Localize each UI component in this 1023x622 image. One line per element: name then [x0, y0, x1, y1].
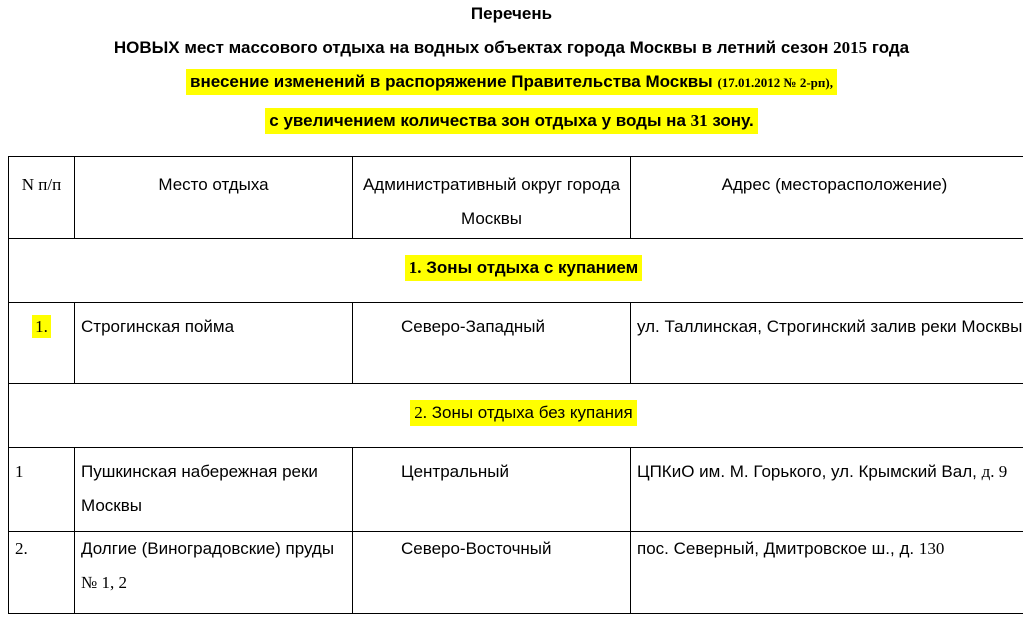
subtitle-suffix: года: [867, 38, 910, 57]
section-number: 2.: [414, 403, 427, 422]
row-address-cell: [631, 532, 1023, 614]
row-address-house: 130: [918, 539, 945, 558]
section-title: Зоны отдыха без купания: [431, 403, 633, 422]
row-num: 2.: [9, 532, 75, 614]
section-number: 1.: [408, 258, 422, 277]
amendment-ref: (17.01.2012 № 2-рп),: [717, 75, 833, 90]
row-place: Строгинская пойма: [75, 303, 353, 384]
section-cell: [9, 239, 1023, 303]
row-address: ул. Таллинская, Строгинский залив реки Москвы: [631, 303, 1023, 384]
increase-prefix: с увеличением количества зон отдыха у воды на: [269, 111, 691, 130]
table-row: [9, 448, 1023, 532]
row-place: Пушкинская набережная реки Москвы: [75, 448, 353, 532]
row-place-numbers: № 1, 2: [81, 573, 127, 592]
increase-suffix: зону.: [707, 111, 754, 130]
row-num: 1.: [32, 315, 51, 338]
header-place: Место отдыха: [75, 157, 353, 239]
table-row: [9, 303, 1023, 384]
amendment-text: внесение изменений в распоряжение Правительства Москвы: [190, 72, 713, 91]
amendment-line: [0, 72, 1023, 92]
table-header-row: [9, 157, 1023, 239]
section-title: Зоны отдыха с купанием: [426, 258, 639, 277]
section-row-swimming: [9, 239, 1023, 303]
increase-highlight: [265, 108, 757, 134]
header-num: N п/п: [9, 157, 75, 239]
row-place: Долгие (Виноградовские) пруды: [81, 539, 335, 558]
recreation-zones-table: [8, 156, 1023, 614]
row-district: Северо-Западный: [353, 303, 631, 384]
section-row-no-swimming: [9, 384, 1023, 448]
table-row: [9, 532, 1023, 614]
row-district: Центральный: [353, 448, 631, 532]
subtitle-prefix: НОВЫХ мест массового отдыха на водных объектах города Москвы в летний сезон: [113, 38, 834, 57]
row-place-cell: [75, 532, 353, 614]
row-num: 1: [9, 448, 75, 532]
increase-line: [0, 111, 1023, 131]
page-title: [0, 4, 1023, 24]
section-cell: [9, 384, 1023, 448]
amendment-highlight: [186, 69, 837, 95]
header-address: Адрес (месторасположение): [631, 157, 1023, 239]
row-district: Северо-Восточный: [353, 532, 631, 614]
row-address: пос. Северный, Дмитровское ш., д.: [637, 539, 915, 558]
row-address-house: д. 9: [981, 462, 1008, 481]
title-text: Перечень: [470, 4, 553, 23]
increase-number: 31: [690, 111, 708, 130]
header-district: Административный округ города Москвы: [353, 157, 631, 239]
subtitle-year: 2015: [833, 38, 868, 57]
row-address-cell: [631, 448, 1023, 532]
row-num-cell: [9, 303, 75, 384]
page-subtitle: [0, 38, 1023, 58]
section-highlight: [405, 255, 642, 281]
row-address: ЦПКиО им. М. Горького, ул. Крымский Вал,: [637, 462, 977, 481]
section-highlight: [410, 400, 637, 426]
